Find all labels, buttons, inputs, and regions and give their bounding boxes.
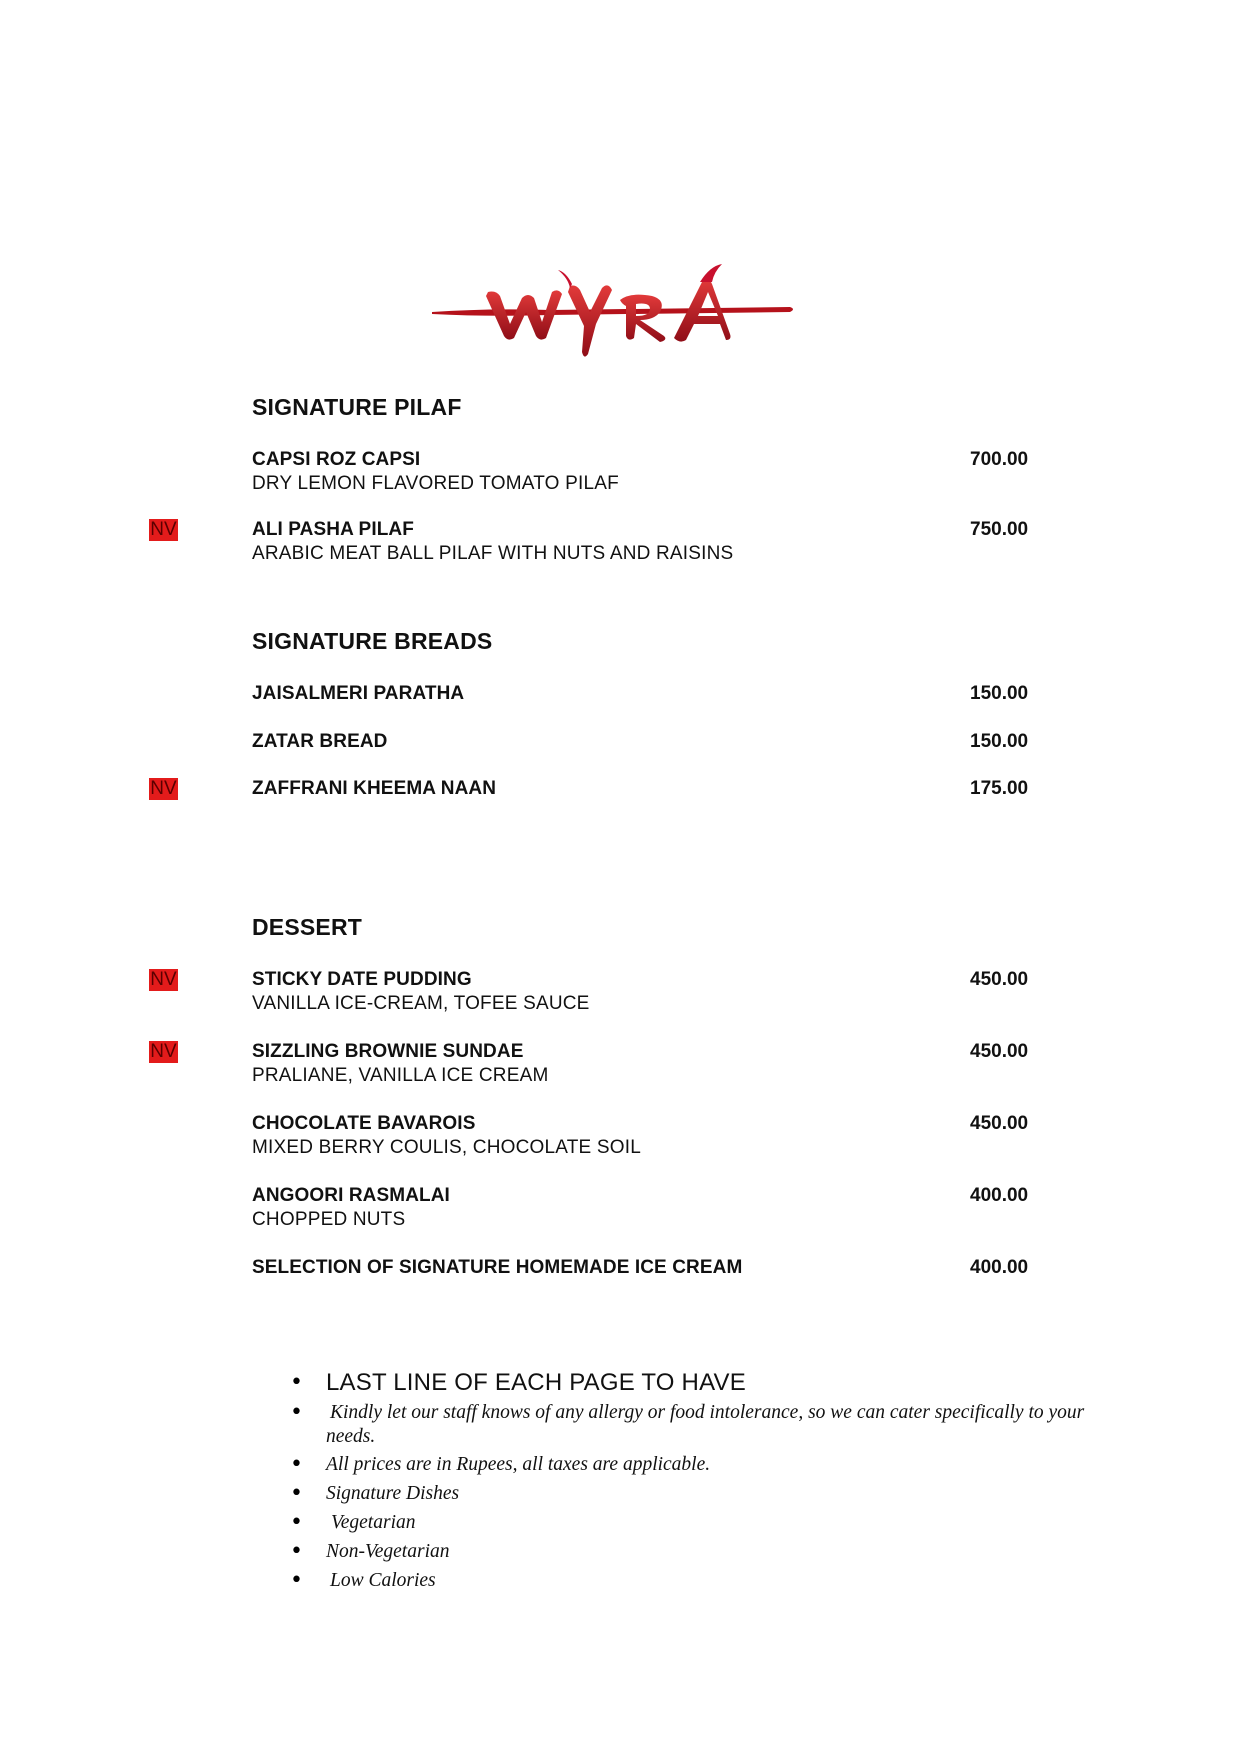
- section-signature-breads: [252, 627, 1052, 655]
- item-name: STICKY DATE PUDDING: [252, 969, 472, 990]
- menu-item: [252, 1256, 1052, 1280]
- item-description: MIXED BERRY COULIS, CHOCOLATE SOIL: [252, 1137, 642, 1158]
- item-name: SELECTION OF SIGNATURE HOMEMADE ICE CREAM: [252, 1257, 743, 1278]
- item-price: 400.00: [970, 1257, 1029, 1278]
- non-veg-badge: NV: [150, 969, 177, 990]
- non-veg-badge: NV: [150, 519, 177, 540]
- wyra-logo: [430, 262, 800, 362]
- item-description: PRALIANE, VANILLA ICE CREAM: [252, 1065, 549, 1086]
- note-item: [290, 1511, 1090, 1535]
- note-text: Low Calories: [330, 1570, 436, 1591]
- item-price: 450.00: [970, 1113, 1029, 1134]
- item-price: 400.00: [970, 1185, 1029, 1206]
- item-price: 450.00: [970, 1041, 1029, 1062]
- menu-item: [252, 1184, 1052, 1232]
- section-title: SIGNATURE PILAF: [252, 394, 462, 420]
- item-description: CHOPPED NUTS: [252, 1209, 406, 1230]
- menu-item: [252, 518, 1052, 566]
- item-name: CAPSI ROZ CAPSI: [252, 449, 421, 470]
- item-price: 450.00: [970, 969, 1029, 990]
- item-price: 150.00: [970, 683, 1029, 704]
- item-price: 750.00: [970, 519, 1029, 540]
- footer-notes: [290, 1367, 1090, 1593]
- note-item: [290, 1569, 1090, 1593]
- menu-item: [252, 730, 1052, 754]
- item-name: ZATAR BREAD: [252, 731, 388, 752]
- menu-item: [252, 1112, 1052, 1160]
- item-name: CHOCOLATE BAVAROIS: [252, 1113, 476, 1134]
- menu-item: [252, 968, 1052, 1016]
- note-text: Vegetarian: [331, 1512, 416, 1533]
- item-description: VANILLA ICE-CREAM, TOFEE SAUCE: [252, 993, 590, 1014]
- section-signature-pilaf: [252, 393, 1052, 421]
- item-name: SIZZLING BROWNIE SUNDAE: [252, 1041, 524, 1062]
- item-description: ARABIC MEAT BALL PILAF WITH NUTS AND RAISINS: [252, 543, 734, 564]
- non-veg-badge: NV: [150, 778, 177, 799]
- section-title: SIGNATURE BREADS: [252, 628, 493, 654]
- item-name: JAISALMERI PARATHA: [252, 683, 465, 704]
- menu-item: [252, 448, 1052, 496]
- item-name: ZAFFRANI KHEEMA NAAN: [252, 778, 497, 799]
- note-item: • Non-Vegetarian: [290, 1540, 1090, 1564]
- menu-item: [252, 777, 1052, 801]
- note-item: • LAST LINE OF EACH PAGE TO HAVE: [290, 1367, 1090, 1399]
- note-item: • Signature Dishes: [290, 1482, 1090, 1506]
- note-item: [290, 1401, 1086, 1449]
- section-dessert: [252, 913, 1052, 941]
- item-price: 700.00: [970, 449, 1029, 470]
- note-text: Kindly let our staff knows of any allergy or food intolerance, so we can cater specifically to your needs.: [326, 1402, 1085, 1447]
- non-veg-badge: NV: [150, 1041, 177, 1062]
- item-description: DRY LEMON FLAVORED TOMATO PILAF: [252, 473, 619, 494]
- item-price: 150.00: [970, 731, 1029, 752]
- menu-item: [252, 1040, 1052, 1088]
- item-price: 175.00: [970, 778, 1029, 799]
- item-name: ALI PASHA PILAF: [252, 519, 414, 540]
- item-name: ANGOORI RASMALAI: [252, 1185, 450, 1206]
- section-title: DESSERT: [252, 914, 363, 940]
- menu-item: [252, 682, 1052, 706]
- note-item: • All prices are in Rupees, all taxes are applicable.: [290, 1453, 1090, 1477]
